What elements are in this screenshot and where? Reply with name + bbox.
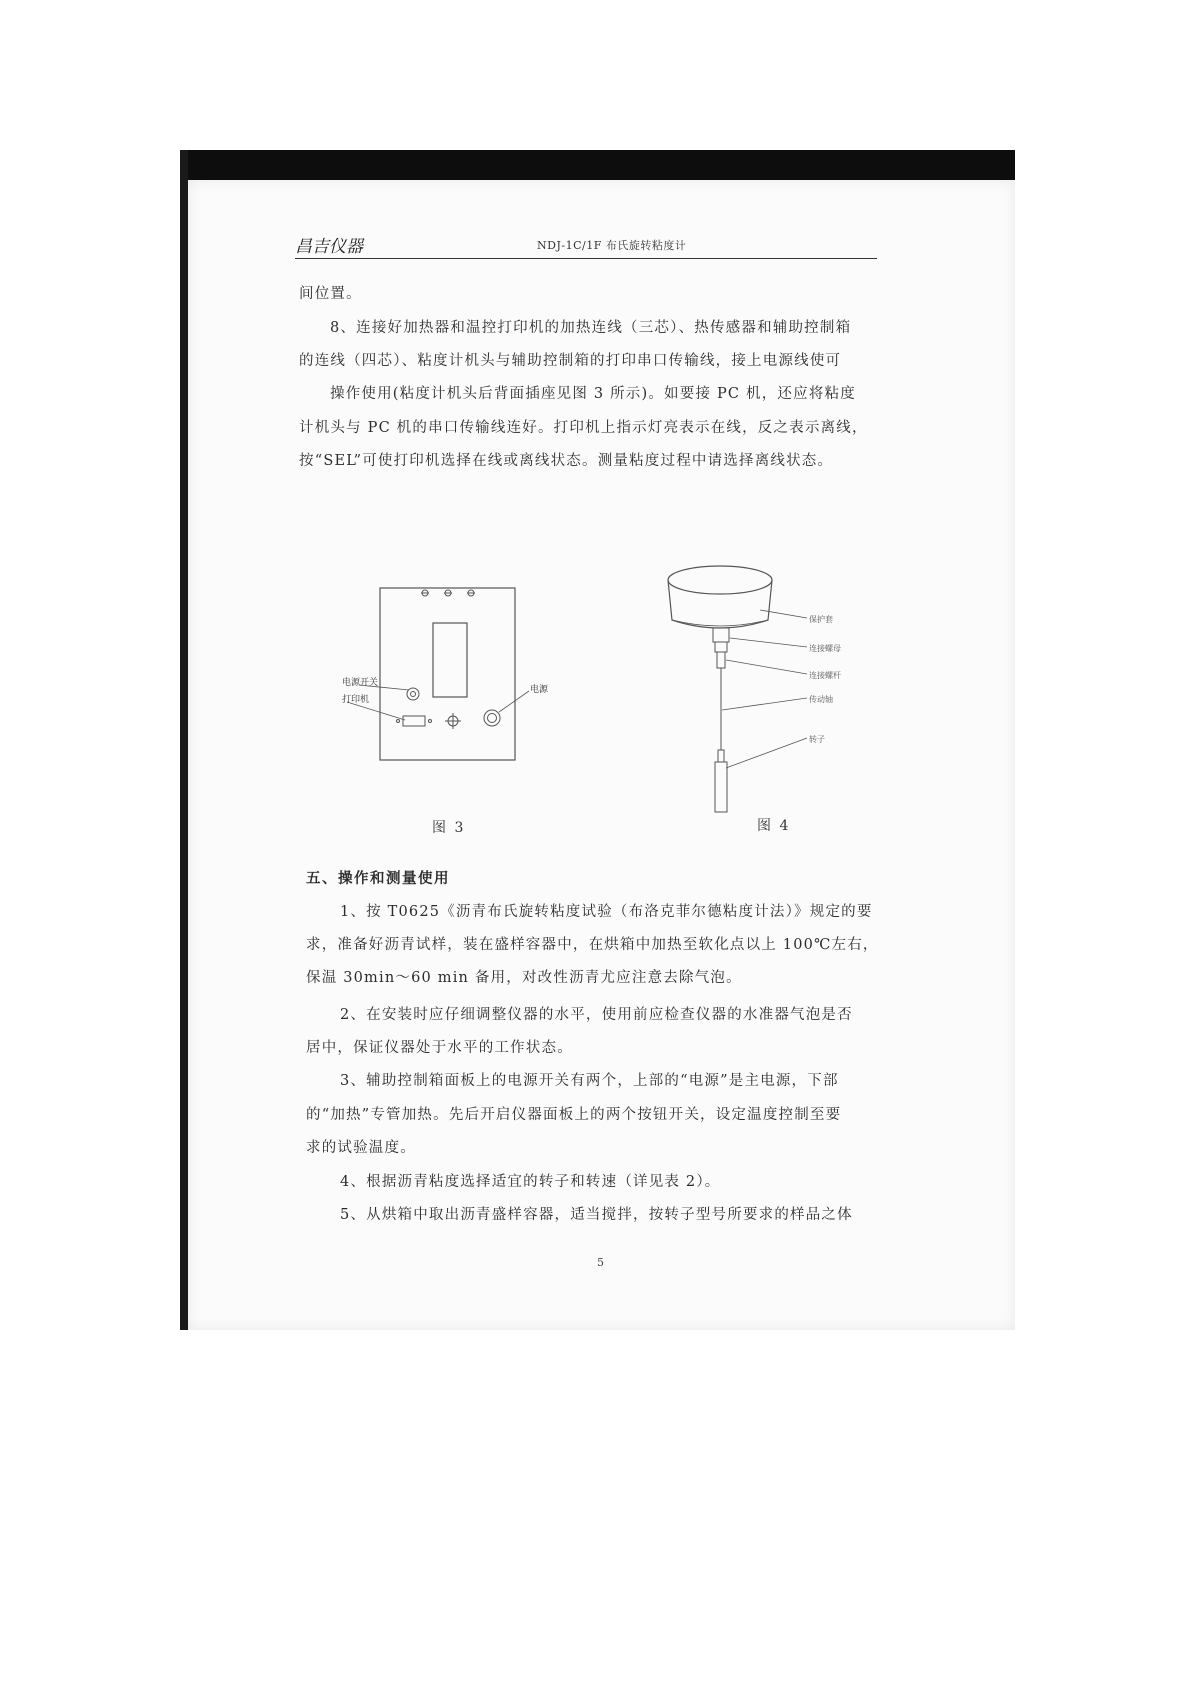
section-line: 保温 30min～60 min 备用，对改性沥青尤应注意去除气泡。: [306, 970, 742, 986]
label-rotor: 转子: [809, 735, 825, 744]
scan-border-top: [180, 150, 1015, 184]
label-connector-nut: 连接螺母: [809, 644, 841, 653]
header-brand: 昌吉仪器: [295, 237, 363, 257]
section-line: 求，准备好沥青试样，装在盛样容器中，在烘箱中加热至软化点以上 100℃左右，: [306, 937, 879, 953]
figure3-rear-panel: [325, 580, 535, 765]
scan-border-left: [180, 150, 188, 1330]
center-connector: [445, 713, 461, 729]
printer-port: [397, 716, 432, 726]
page-number: 5: [597, 1256, 604, 1269]
section-line: 5、从烘箱中取出沥青盛样容器，适当搅拌，按转子型号所要求的样品之体: [340, 1207, 853, 1223]
section-line: 2、在安装时应仔细调整仪器的水平，使用前应检查仪器的水准器气泡是否: [340, 1007, 853, 1023]
label-power-switch: 电源开关: [342, 678, 379, 688]
body-line: 操作使用(粘度计机头后背面插座见图 3 所示)。如要接 PC 机，还应将粘度: [330, 386, 856, 402]
section-line: 1、按 T0625《沥青布氏旋转粘度试验（布洛克菲尔德粘度计法）》规定的要: [340, 904, 873, 920]
figure3-caption: 图 3: [432, 820, 466, 836]
section-line: 的“加热”专管加热。先后开启仪器面板上的两个按钮开关，设定温度控制至要: [306, 1107, 842, 1123]
body-line: 计机头与 PC 机的串口传输线连好。打印机上指示灯亮表示在线，反之表示离线，: [299, 420, 868, 436]
figure4-caption: 图 4: [757, 818, 791, 834]
body-line: 的连线（四芯）、粘度计机头与辅助控制箱的打印串口传输线，接上电源线使可: [299, 353, 842, 369]
page-header: [295, 232, 877, 259]
section-line: 求的试验温度。: [306, 1140, 416, 1156]
label-drive-shaft: 传动轴: [809, 695, 833, 704]
body-line: 间位置。: [299, 286, 362, 302]
power-socket: [484, 710, 500, 726]
body-line: 按“SEL”可使打印机选择在线或离线状态。测量粘度过程中请选择离线状态。: [299, 453, 834, 469]
panel-top-connector: [421, 590, 475, 596]
figure4-rotor-assembly: [660, 560, 880, 815]
section-line: 居中，保证仪器处于水平的工作状态。: [306, 1040, 573, 1056]
section-line: 4、根据沥青粘度选择适宜的转子和转速（详见表 2）。: [340, 1174, 721, 1190]
display-window: [433, 623, 467, 697]
header-model: NDJ-1C/1F 布氏旋转粘度计: [537, 239, 687, 252]
section-line: 3、辅助控制箱面板上的电源开关有两个，上部的“电源”是主电源，下部: [340, 1073, 839, 1089]
label-printer: 打印机: [342, 695, 370, 705]
section-title: 五、操作和测量使用: [306, 870, 450, 887]
label-power: 电源: [530, 685, 549, 695]
label-protective-cover: 保护套: [809, 615, 833, 624]
body-line: 8、连接好加热器和温控打印机的加热连线（三芯）、热传感器和辅助控制箱: [330, 320, 852, 336]
label-connector-rod: 连接螺杆: [809, 671, 841, 680]
